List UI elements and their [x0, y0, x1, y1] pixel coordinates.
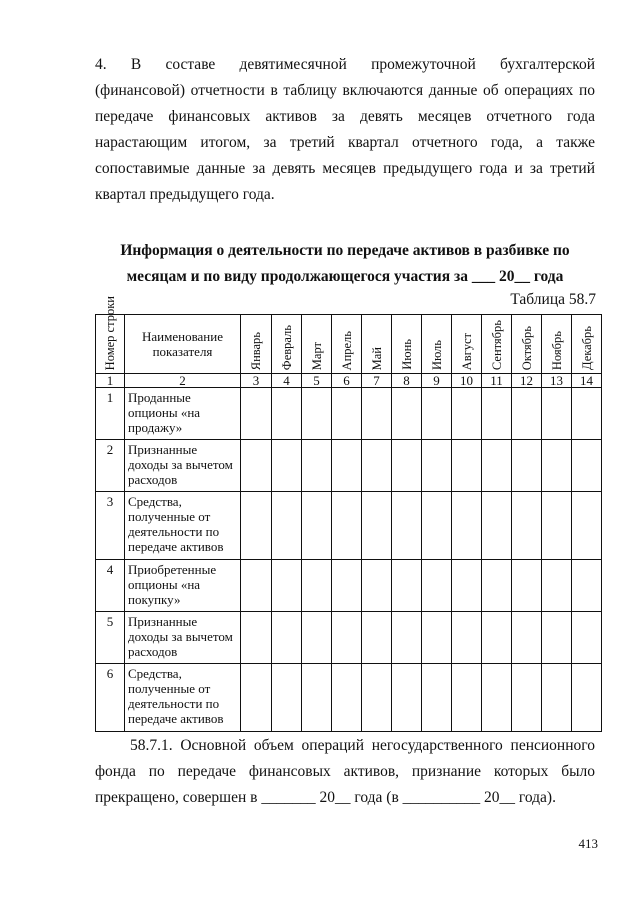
table-heading-line-2: месяцам и по виду продолжающегося участия за ___ 20__ года [126, 268, 564, 285]
empty-month-cell [272, 440, 302, 492]
empty-month-cell [512, 492, 542, 560]
empty-month-cell [542, 492, 572, 560]
row-indicator-name: Приобретенные опционы «на покупку» [125, 560, 241, 612]
intro-line: нарастающим итогом, за третий квартал отчетного года, а также [95, 134, 595, 151]
empty-month-cell [512, 560, 542, 612]
empty-month-cell [332, 440, 362, 492]
row-indicator-name: Признанные доходы за вычетом расходов [125, 440, 241, 492]
row-indicator-name: Средства, полученные от деятельности по передаче активов [125, 664, 241, 732]
intro-line: (финансовой) отчетности в таблицу включаются данные об операциях по [95, 82, 595, 99]
empty-month-cell [572, 612, 602, 664]
empty-month-cell [512, 440, 542, 492]
empty-month-cell [452, 560, 482, 612]
empty-month-cell [272, 612, 302, 664]
empty-month-cell [362, 388, 392, 440]
empty-month-cell [482, 560, 512, 612]
footer-line: прекращено, совершен в _______ 20__ года (в __________ 20__ года). [95, 789, 556, 806]
header-month: Ноябрь [542, 315, 572, 374]
footer-line: фонда по передаче финансовых активов, признание которых было [95, 763, 595, 780]
empty-month-cell [302, 560, 332, 612]
column-number: 4 [272, 374, 302, 388]
empty-month-cell [392, 492, 422, 560]
footer-paragraph [95, 733, 595, 811]
table-header-row [96, 315, 602, 374]
column-number: 14 [572, 374, 602, 388]
empty-month-cell [422, 388, 452, 440]
empty-month-cell [272, 388, 302, 440]
header-month: Сентябрь [482, 315, 512, 374]
header-month: Февраль [272, 315, 302, 374]
intro-line: сопоставимые данные за девять месяцев предыдущего года и за третий [95, 160, 595, 177]
empty-month-cell [241, 664, 272, 732]
empty-month-cell [241, 560, 272, 612]
table-number-label: Таблица 58.7 [510, 291, 596, 308]
empty-month-cell [332, 664, 362, 732]
empty-month-cell [362, 664, 392, 732]
header-month: Декабрь [572, 315, 602, 374]
empty-month-cell [482, 664, 512, 732]
intro-line: квартал предыдущего года. [95, 186, 275, 203]
column-number: 3 [241, 374, 272, 388]
table-row [96, 388, 602, 440]
empty-month-cell [422, 560, 452, 612]
column-number: 1 [96, 374, 125, 388]
empty-month-cell [241, 492, 272, 560]
row-indicator-name: Проданные опционы «на продажу» [125, 388, 241, 440]
empty-month-cell [482, 492, 512, 560]
column-number-row [96, 374, 602, 388]
empty-month-cell [452, 612, 482, 664]
table-heading-line-1: Информация о деятельности по передаче активов в разбивке по [120, 242, 570, 259]
empty-month-cell [272, 664, 302, 732]
intro-line: 4. В составе девятимесячной промежуточной бухгалтерской [95, 56, 595, 73]
column-number: 12 [512, 374, 542, 388]
empty-month-cell [542, 664, 572, 732]
empty-month-cell [362, 492, 392, 560]
empty-month-cell [332, 492, 362, 560]
empty-month-cell [542, 560, 572, 612]
empty-month-cell [542, 612, 572, 664]
column-number: 10 [452, 374, 482, 388]
empty-month-cell [422, 612, 452, 664]
empty-month-cell [362, 612, 392, 664]
empty-month-cell [302, 492, 332, 560]
empty-month-cell [542, 388, 572, 440]
empty-month-cell [302, 664, 332, 732]
header-month: Август [452, 315, 482, 374]
empty-month-cell [572, 664, 602, 732]
empty-month-cell [302, 440, 332, 492]
header-month: Январь [241, 315, 272, 374]
column-number: 11 [482, 374, 512, 388]
footer-line: 58.7.1. Основной объем операций негосударственного пенсионного [130, 737, 595, 754]
row-number: 3 [96, 492, 125, 560]
empty-month-cell [302, 388, 332, 440]
header-month: Июль [422, 315, 452, 374]
table-row [96, 440, 602, 492]
empty-month-cell [302, 612, 332, 664]
column-number: 6 [332, 374, 362, 388]
row-number: 6 [96, 664, 125, 732]
intro-line: передаче финансовых активов за девять месяцев отчетного года [95, 108, 595, 125]
column-number: 9 [422, 374, 452, 388]
row-number: 2 [96, 440, 125, 492]
empty-month-cell [392, 612, 422, 664]
empty-month-cell [512, 388, 542, 440]
empty-month-cell [392, 664, 422, 732]
row-number: 4 [96, 560, 125, 612]
empty-month-cell [332, 560, 362, 612]
header-indicator-name: Наименование показателя [125, 315, 241, 374]
table-row [96, 664, 602, 732]
column-number: 8 [392, 374, 422, 388]
empty-month-cell [452, 492, 482, 560]
empty-month-cell [362, 440, 392, 492]
empty-month-cell [241, 440, 272, 492]
empty-month-cell [241, 388, 272, 440]
row-number: 1 [96, 388, 125, 440]
column-number: 13 [542, 374, 572, 388]
column-number: 5 [302, 374, 332, 388]
table-row [96, 612, 602, 664]
empty-month-cell [572, 560, 602, 612]
empty-month-cell [482, 612, 512, 664]
header-month: Июнь [392, 315, 422, 374]
header-month: Март [302, 315, 332, 374]
empty-month-cell [392, 388, 422, 440]
empty-month-cell [572, 492, 602, 560]
empty-month-cell [422, 664, 452, 732]
empty-month-cell [512, 664, 542, 732]
table-heading [95, 238, 595, 290]
intro-paragraph [95, 52, 595, 208]
empty-month-cell [482, 440, 512, 492]
empty-month-cell [542, 440, 572, 492]
empty-month-cell [272, 492, 302, 560]
table-row [96, 560, 602, 612]
header-row-number: Номер строки [96, 315, 125, 374]
empty-month-cell [572, 388, 602, 440]
empty-month-cell [272, 560, 302, 612]
row-indicator-name: Признанные доходы за вычетом расходов [125, 612, 241, 664]
header-month: Октябрь [512, 315, 542, 374]
empty-month-cell [241, 612, 272, 664]
empty-month-cell [452, 388, 482, 440]
empty-month-cell [422, 492, 452, 560]
empty-month-cell [332, 388, 362, 440]
row-number: 5 [96, 612, 125, 664]
empty-month-cell [452, 664, 482, 732]
empty-month-cell [452, 440, 482, 492]
table-row [96, 492, 602, 560]
page-number: 413 [578, 836, 598, 851]
empty-month-cell [392, 440, 422, 492]
empty-month-cell [572, 440, 602, 492]
empty-month-cell [512, 612, 542, 664]
empty-month-cell [392, 560, 422, 612]
column-number: 7 [362, 374, 392, 388]
header-month: Май [362, 315, 392, 374]
column-number: 2 [125, 374, 241, 388]
header-month: Апрель [332, 315, 362, 374]
empty-month-cell [422, 440, 452, 492]
empty-month-cell [362, 560, 392, 612]
empty-month-cell [482, 388, 512, 440]
empty-month-cell [332, 612, 362, 664]
row-indicator-name: Средства, полученные от деятельности по передаче активов [125, 492, 241, 560]
